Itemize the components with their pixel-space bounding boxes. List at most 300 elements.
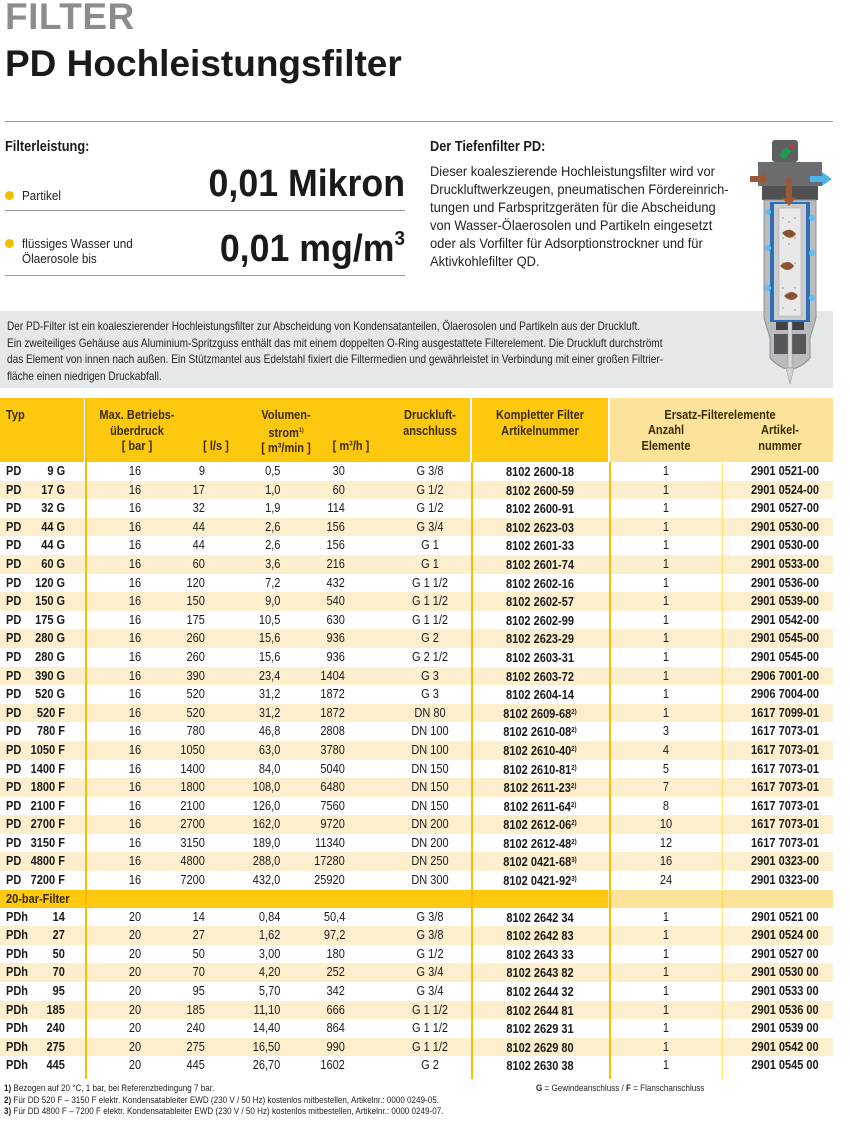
spare-article-number: 2901 0533-00 [751,556,819,571]
type-model: 520 F [36,705,65,720]
flow-ls: 260 [186,631,205,646]
table-row [0,741,833,760]
type-model: 1800 F [30,780,65,795]
table-row [0,462,833,481]
element-count: 1 [662,928,670,943]
table-row [0,982,833,1001]
flow-m3min: 31,2 [258,705,280,720]
flow-m3h: 1872 [320,705,345,720]
element-count: 7 [662,780,670,795]
flow-m3h: 1404 [320,668,345,683]
max-pressure: 20 [128,1002,142,1017]
type-model: 27 [52,928,65,943]
table-row [0,834,833,853]
element-count: 1 [662,594,670,609]
type-prefix: PD [6,668,22,683]
performance-title: Filterleistung: [5,139,90,155]
max-pressure: 16 [128,854,142,869]
performance-label-oil: flüssiges Wasser und Ölaerosole bis [22,236,133,266]
depth-filter-title: Der Tiefenfilter PD: [430,139,546,155]
type-prefix: PD [6,594,22,609]
type-prefix: PD [6,631,22,646]
article-number: 8102 2644 81 [506,1003,574,1018]
element-count: 1 [662,482,670,497]
article-number: 8102 2623-29 [506,632,574,647]
spare-article-number: 2901 0533 00 [751,984,819,999]
flow-m3min: 1,0 [264,482,280,497]
type-prefix: PDh [6,965,28,980]
flow-ls: 1050 [180,742,205,757]
type-prefix: PD [6,482,22,497]
connection: DN 100 [411,724,449,739]
max-pressure: 16 [128,464,142,478]
type-prefix: PD [6,742,22,757]
article-number: 8102 2602-99 [506,613,574,628]
flow-ls: 520 [186,705,205,720]
flow-m3h: 17280 [314,854,345,869]
flow-m3h: 630 [326,612,345,627]
type-model: 44 G [41,538,65,553]
article-number: 8102 0421-92$^{3)}$ [503,874,577,889]
table-row [0,1038,833,1057]
footnotes [4,1083,443,1118]
flow-m3h: 5040 [320,761,345,776]
flow-ls: 390 [186,668,205,683]
table-row [0,1001,833,1020]
header-connection: Druckluft- anschluss [403,408,457,438]
element-count: 1 [662,1021,670,1036]
flow-m3min: 108,0 [252,780,280,795]
flow-m3h: 97,2 [323,928,345,943]
type-model: 2100 F [30,798,65,813]
type-prefix: PD [6,612,22,627]
flow-m3min: 11,10 [253,1002,280,1017]
connection: DN 150 [411,780,449,795]
spare-article-number: 2901 0545 00 [751,1058,819,1073]
column-divider [609,462,611,1079]
flow-m3h: 50,4 [323,909,345,924]
header-unit-mh: [ m³/h ] [332,439,370,453]
flow-m3min: 23,4 [258,668,280,683]
article-number: 8102 2612-48$^{2)}$ [503,836,577,851]
table-row [0,815,833,834]
type-model: 4800 F [30,854,65,869]
flow-m3h: 540 [326,594,345,609]
type-model: 520 G [35,687,65,702]
bullet-icon [5,239,14,248]
type-model: 175 G [35,612,65,627]
flow-ls: 780 [186,724,205,739]
type-model: 17 G [41,482,65,497]
flow-m3h: 990 [326,1039,345,1054]
connection: G 3/4 [416,984,444,999]
connection: G 2 1/2 [411,649,449,664]
header-complete-filter: Kompletter Filter Artikelnummer [495,408,584,438]
flow-m3min: 5,70 [258,984,280,999]
element-count: 1 [662,1058,670,1073]
element-count: 3 [662,724,670,739]
spare-article-number: 2901 0524 00 [751,928,819,943]
max-pressure: 16 [128,835,142,850]
flow-m3h: 3780 [320,742,345,757]
type-model: 275 [46,1039,65,1054]
connection: G 1 1/2 [411,1002,449,1017]
connection: G 3/8 [416,928,444,943]
table-row [0,667,833,686]
flow-m3min: 31,2 [258,687,280,702]
type-model: 280 G [35,649,65,664]
table-row [0,518,833,537]
divider [5,121,833,122]
table-header [0,398,833,462]
table-row [0,926,833,945]
connection: DN 100 [411,742,449,757]
connection: G 1/2 [416,501,444,516]
flow-ls: 2100 [180,798,205,813]
type-prefix: PD [6,687,22,702]
header-element-count: Anzahl Elemente [641,423,691,453]
spare-article-number: 2901 0530-00 [751,538,819,553]
flow-ls: 9 [198,464,205,478]
table-row [0,722,833,741]
article-number: 8102 2610-81$^{2)}$ [503,762,577,777]
type-prefix: PD [6,854,22,869]
connection: G 1 1/2 [411,575,449,590]
connection: G 3 [421,687,439,702]
type-prefix: PD [6,817,22,832]
performance-value-oil: 0,01 $mg/m^3$ [219,228,405,270]
table-row [0,648,833,667]
flow-ls: 2700 [180,817,205,832]
type-model: 50 [52,946,65,961]
article-number: 8102 2629 80 [506,1040,574,1055]
spare-article-number: 1617 7073-01 [751,761,819,776]
connection: DN 250 [411,854,449,869]
category-heading: FILTER [5,0,135,37]
connection: G 1 [421,556,439,571]
flow-ls: 4800 [180,854,205,869]
flow-ls: 44 [192,538,205,553]
flow-ls: 520 [186,687,205,702]
flow-m3min: 9,0 [264,594,280,609]
max-pressure: 16 [128,724,142,739]
flow-m3min: 15,6 [258,649,280,664]
flow-ls: 60 [192,556,205,571]
flow-m3h: 114 [327,501,345,516]
flow-m3min: 10,5 [258,612,280,627]
spare-article-number: 2901 0530 00 [751,965,819,980]
type-model: 2700 F [30,817,65,832]
article-number: 8102 2643 33 [506,947,574,962]
product-table [0,398,833,1075]
column-divider [85,398,87,1079]
spare-article-number: 2901 0542 00 [751,1039,819,1054]
type-prefix: PD [6,835,22,850]
table-row [0,685,833,704]
max-pressure: 16 [128,501,142,516]
spare-article-number: 2906 7004-00 [751,687,819,702]
max-pressure: 16 [128,649,142,664]
flow-m3min: 0,5 [264,464,280,478]
flow-ls: 14 [192,909,205,924]
connection: G 1 1/2 [411,594,449,609]
type-prefix: PD [6,464,22,478]
spare-article-number: 2906 7001-00 [751,668,819,683]
element-count: 1 [662,687,670,702]
flow-ls: 175 [186,612,205,627]
element-count: 1 [662,1002,670,1017]
flow-m3min: 1,9 [264,501,280,516]
table-body-20bar [0,908,833,1075]
spare-article-number: 2901 0539-00 [751,594,819,609]
flow-m3h: 2808 [320,724,345,739]
flow-m3h: 1872 [320,687,345,702]
type-prefix: PDh [6,1058,28,1073]
flow-ls: 260 [186,649,205,664]
flow-m3min: 162,0 [252,817,280,832]
connection: DN 80 [414,705,446,720]
max-pressure: 16 [128,742,142,757]
subsection-header-20bar: 20-bar-Filter [0,890,833,908]
footnote: 1) Bezogen auf 20 °C, 1 bar, bei Referenzbedingung 7 bar. [4,1083,215,1094]
max-pressure: 20 [128,909,142,924]
max-pressure: 16 [128,594,142,609]
element-count: 24 [659,873,673,888]
table-row [0,555,833,574]
spare-article-number: 1617 7073-01 [751,780,819,795]
type-prefix: PD [6,556,22,571]
type-model: 280 G [35,631,65,646]
type-prefix: PDh [6,984,28,999]
element-count: 1 [662,612,670,627]
max-pressure: 20 [128,1021,142,1036]
article-number: 8102 2602-57 [506,595,574,610]
type-prefix: PD [6,705,22,720]
type-model: 240 [46,1021,65,1036]
connection: G 1 1/2 [411,1039,449,1054]
flow-m3min: 7,2 [264,575,280,590]
type-model: 32 G [41,501,65,516]
type-model: 780 F [36,724,65,739]
max-pressure: 16 [128,687,142,702]
element-count: 10 [659,817,673,832]
connection: DN 150 [411,761,449,776]
max-pressure: 20 [128,1039,142,1054]
spare-article-number: 1617 7073-01 [751,724,819,739]
table-row [0,963,833,982]
article-number: 8102 2612-06$^{2)}$ [503,818,577,833]
type-model: 445 [46,1058,65,1073]
table-row [0,871,833,890]
type-model: 70 [52,965,65,980]
connection: DN 200 [411,817,449,832]
flow-m3h: 216 [326,556,345,571]
type-model: 120 G [35,575,65,590]
type-prefix: PD [6,538,22,553]
flow-m3h: 252 [326,965,345,980]
description-text: Der PD-Filter ist ein koaleszierender Hochleistungsfilter zur Abscheidung von Kondensatanteilen, Ölaerosolen und Partikeln aus der Druckluft. Ein zweiteiliges Gehäuse aus Aluminium-Spritzguss enthält das mit einem doppelten O-Ring ausgestattete Filterelement. Die Druckluft durchströmt das Element von innen nach außen. Ein Stützmantel aus Edelstahl fixiert die Filtermedien und gewährleistet in Verbindung mit einer großen Filtrier- fläche einen niedrigen Druckabfall. [7,319,664,383]
article-number: 8102 2601-74 [506,557,574,572]
table-row [0,1056,833,1075]
flow-m3min: 126,0 [252,798,280,813]
spare-article-number: 2901 0545-00 [751,631,819,646]
element-count: 1 [662,556,670,571]
connection: DN 200 [411,835,449,850]
spare-article-number: 1617 7073-01 [751,742,819,757]
type-model: 1050 F [30,742,65,757]
spare-article-number: 2901 0542-00 [751,612,819,627]
flow-m3h: 156 [326,538,345,553]
flow-m3h: 666 [326,1002,345,1017]
article-number: 8102 2603-31 [506,650,574,665]
flow-ls: 3150 [180,835,205,850]
flow-ls: 185 [186,1002,205,1017]
table-body-16bar [0,462,833,890]
element-count: 1 [662,575,670,590]
type-model: 7200 F [30,873,65,888]
type-model: 3150 F [30,835,65,850]
article-number: 8102 2611-23$^{2)}$ [503,781,577,796]
type-prefix: PDh [6,1039,28,1054]
flow-m3min: 16,50 [252,1039,280,1054]
article-number: 8102 2604-14 [506,688,574,703]
flow-ls: 1800 [180,780,205,795]
flow-ls: 1400 [180,761,205,776]
flow-ls: 70 [192,965,205,980]
flow-m3h: 432 [326,575,345,590]
spare-article-number: 2901 0536-00 [751,575,819,590]
connection: G 1 1/2 [411,1021,449,1036]
type-prefix: PD [6,519,22,534]
flow-m3min: 3,00 [258,946,280,961]
spare-article-number: 2901 0521-00 [751,464,819,478]
spare-article-number: 2901 0524-00 [751,482,819,497]
spare-article-number: 2901 0530-00 [751,519,819,534]
header-spare-article: Artikel- nummer [758,423,802,453]
max-pressure: 20 [128,965,142,980]
flow-m3min: 1,62 [258,928,280,943]
type-model: 185 [46,1002,65,1017]
element-count: 12 [659,835,673,850]
article-number: 8102 2643 82 [506,966,574,981]
connection: G 1/2 [416,946,444,961]
header-unit-ls: [ l/s ] [203,439,229,453]
article-number: 8102 2644 32 [506,985,574,1000]
footnote: 2) Für DD 520 F – 3150 F elektr. Kondensatableiter EWD (230 V / 50 Hz) kostenlos mitbestellen, Artikelnr.: 0000 0249-05. [4,1094,439,1106]
spare-article-number: 2901 0527-00 [751,501,819,516]
table-row [0,481,833,500]
table-row [0,611,833,630]
article-number: 8102 0421-68$^{3)}$ [503,855,577,870]
drain-valve-icon [786,368,794,384]
table-row [0,778,833,797]
connection-legend: G = Gewindeanschluss / F = Flanschanschluss [536,1083,705,1094]
article-number: 8102 2603-72 [506,669,574,684]
page-title: PD Hochleistungsfilter [5,43,402,84]
max-pressure: 16 [128,612,142,627]
flow-m3h: 60 [332,482,345,497]
table-row [0,797,833,816]
spare-article-number: 1617 7073-01 [751,817,819,832]
flow-ls: 32 [192,501,205,516]
element-count: 1 [662,668,670,683]
flow-m3min: 288,0 [252,854,280,869]
bullet-icon [5,191,14,200]
type-model: 44 G [41,519,65,534]
table-row [0,760,833,779]
header-flow: Volumen- strom$^{1)}$ [ m³/min ] [261,408,311,456]
connection: G 2 [421,1058,439,1073]
connection: G 2 [421,631,439,646]
table-row [0,704,833,723]
type-prefix: PD [6,649,22,664]
max-pressure: 16 [128,780,142,795]
flow-ls: 27 [192,928,205,943]
flow-ls: 445 [186,1058,205,1073]
type-prefix: PDh [6,946,28,961]
flow-m3h: 9720 [320,817,345,832]
max-pressure: 16 [128,873,142,888]
flow-ls: 7200 [180,873,205,888]
table-row [0,629,833,648]
flow-m3h: 25920 [314,873,345,888]
flow-m3h: 1602 [320,1058,345,1073]
element-count: 1 [662,649,670,664]
article-number: 8102 2629 31 [506,1022,574,1037]
spare-article-number: 1617 7099-01 [751,705,819,720]
max-pressure: 16 [128,556,142,571]
performance-value-particles: 0,01 Mikron [208,163,405,205]
table-row [0,945,833,964]
element-count: 1 [662,538,670,553]
article-number: 8102 2600-91 [506,502,574,517]
type-prefix: PD [6,575,22,590]
max-pressure: 20 [128,946,142,961]
max-pressure: 16 [128,798,142,813]
max-pressure: 16 [128,817,142,832]
max-pressure: 16 [128,482,142,497]
filter-cutaway-illustration [748,138,833,390]
flow-ls: 275 [186,1039,205,1054]
spare-article-number: 2901 0521 00 [751,909,819,924]
element-count: 1 [662,1039,670,1054]
flow-m3min: 84,0 [258,761,280,776]
depth-filter-text: Dieser koaleszierende Hochleistungsfilter wird vor Druckluftwerkzeugen, pneumatischen Fördereinrich- tungen und Farbspritzgeräten für die Abscheidung von Wasser-Ölaerosolen und Partikeln eingesetzt oder als Vorfilter für Adsorptionstrockner und für Aktivkohlefilter QD. [430,163,729,269]
type-model: 390 G [35,668,65,683]
element-count: 1 [662,705,670,720]
element-count: 1 [662,965,670,980]
flow-m3min: 2,6 [264,538,280,553]
type-prefix: PDh [6,928,28,943]
type-prefix: PD [6,761,22,776]
flow-m3min: 46,8 [258,724,280,739]
type-prefix: PD [6,501,22,516]
flow-m3h: 156 [326,519,345,534]
flow-m3min: 14,40 [252,1021,280,1036]
flow-ls: 50 [192,946,205,961]
element-count: 1 [662,946,670,961]
flow-ls: 17 [192,482,205,497]
flow-ls: 150 [186,594,205,609]
table-row [0,1019,833,1038]
connection: DN 150 [411,798,449,813]
element-count: 8 [662,798,670,813]
type-model: 150 G [35,594,65,609]
element-count: 1 [662,519,670,534]
header-pressure: Max. Betriebs- überdruck [ bar ] [99,408,175,453]
element-count: 1 [662,984,670,999]
element-count: 1 [662,501,670,516]
